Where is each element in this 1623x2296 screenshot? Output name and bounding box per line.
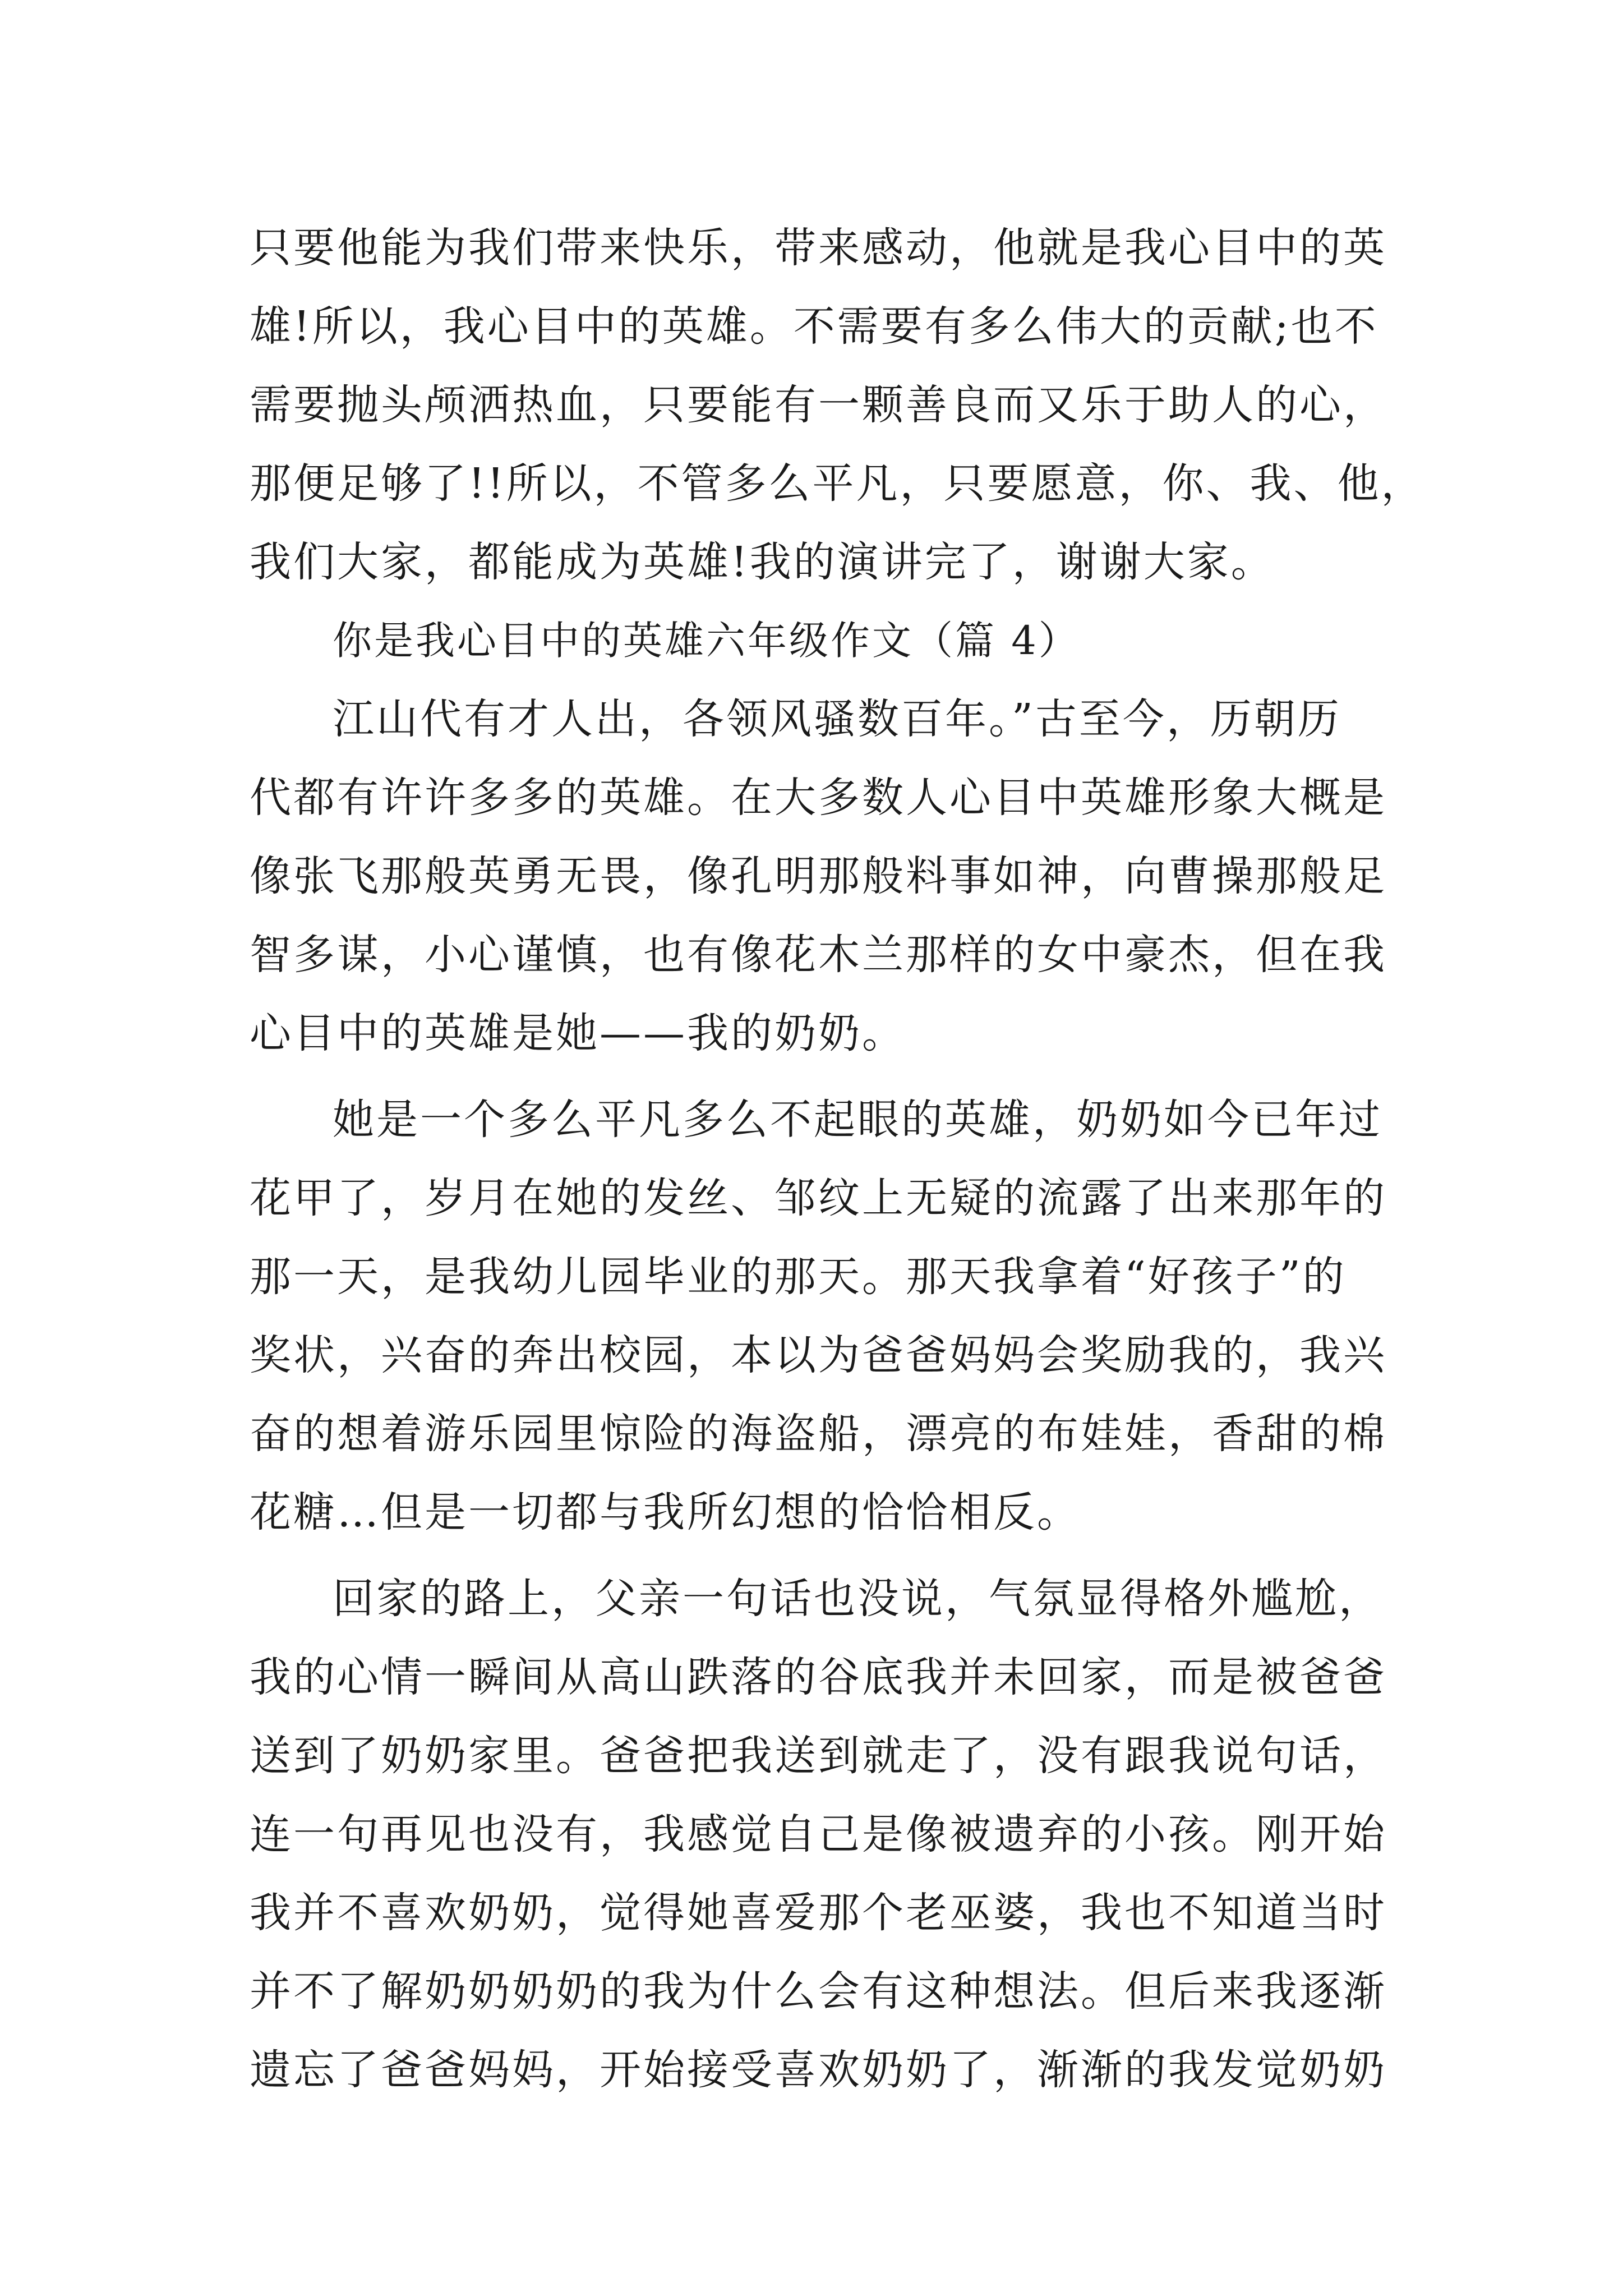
text-line: 心目中的英雄是她——我的奶奶。 — [250, 1009, 906, 1057]
text-line: 雄!所以，我心目中的英雄。不需要有多么伟大的贡献;也不 — [250, 302, 1378, 351]
text-line: 连一句再见也没有，我感觉自己是像被遗弃的小孩。刚开始 — [250, 1810, 1387, 1858]
section-heading-block — [250, 601, 1382, 680]
text-line: 遗忘了爸爸妈妈，开始接受喜欢奶奶了，渐渐的我发觉奶奶 — [250, 2046, 1387, 2094]
text-line: 奖状，兴奋的奔出校园，本以为爸爸妈妈会奖励我的，我兴 — [250, 1331, 1387, 1379]
text-line: 我并不喜欢奶奶，觉得她喜爱那个老巫婆，我也不知道当时 — [250, 1889, 1387, 1937]
text-line: 像张飞那般英勇无畏，像孔明那般料事如神，向曹操那般足 — [250, 852, 1387, 900]
text-line: 需要抛头颅洒热血，只要能有一颗善良而又乐于助人的心， — [250, 381, 1387, 429]
text-line: 智多谋，小心谨慎，也有像花木兰那样的女中豪杰，但在我 — [250, 931, 1387, 979]
text-line: 回家的路上，父亲一句话也没说，气氛显得格外尴尬， — [333, 1575, 1382, 1623]
text-line: 花甲了，岁月在她的发丝、邹纹上无疑的流露了出来那年的 — [250, 1174, 1387, 1222]
section-heading: 你是我心目中的英雄六年级作文（篇 4） — [333, 618, 1080, 664]
text-line: 江山代有才人出，各领风骚数百年。”古至今，历朝历 — [333, 695, 1341, 743]
text-line: 那便足够了!!所以，不管多么平凡，只要愿意，你、我、他， — [250, 459, 1425, 508]
paragraph-4 — [250, 1559, 1387, 2109]
text-line: 送到了奶奶家里。爸爸把我送到就走了，没有跟我说句话， — [250, 1732, 1387, 1780]
text-line: 奋的想着游乐园里惊险的海盗船，漂亮的布娃娃，香甜的棉 — [250, 1410, 1387, 1458]
text-line: 那一天，是我幼儿园毕业的那天。那天我拿着“好孩子”的 — [250, 1253, 1347, 1301]
paragraph-3 — [250, 1080, 1387, 1552]
text-line: 只要他能为我们带来快乐，带来感动，他就是我心目中的英 — [250, 224, 1387, 272]
text-line: 花糖…但是一切都与我所幻想的恰恰相反。 — [250, 1488, 1081, 1536]
text-line: 我的心情一瞬间从高山跌落的谷底我并未回家，而是被爸爸 — [250, 1653, 1387, 1701]
paragraph-1 — [250, 209, 1425, 601]
text-line: 代都有许许多多的英雄。在大多数人心目中英雄形象大概是 — [250, 774, 1387, 822]
text-line: 我们大家，都能成为英雄!我的演讲完了，谢谢大家。 — [250, 538, 1275, 586]
paragraph-2 — [250, 680, 1387, 1073]
text-line: 她是一个多么平凡多么不起眼的英雄，奶奶如今已年过 — [333, 1096, 1382, 1144]
text-line: 并不了解奶奶奶奶的我为什么会有这种想法。但后来我逐渐 — [250, 1967, 1387, 2016]
